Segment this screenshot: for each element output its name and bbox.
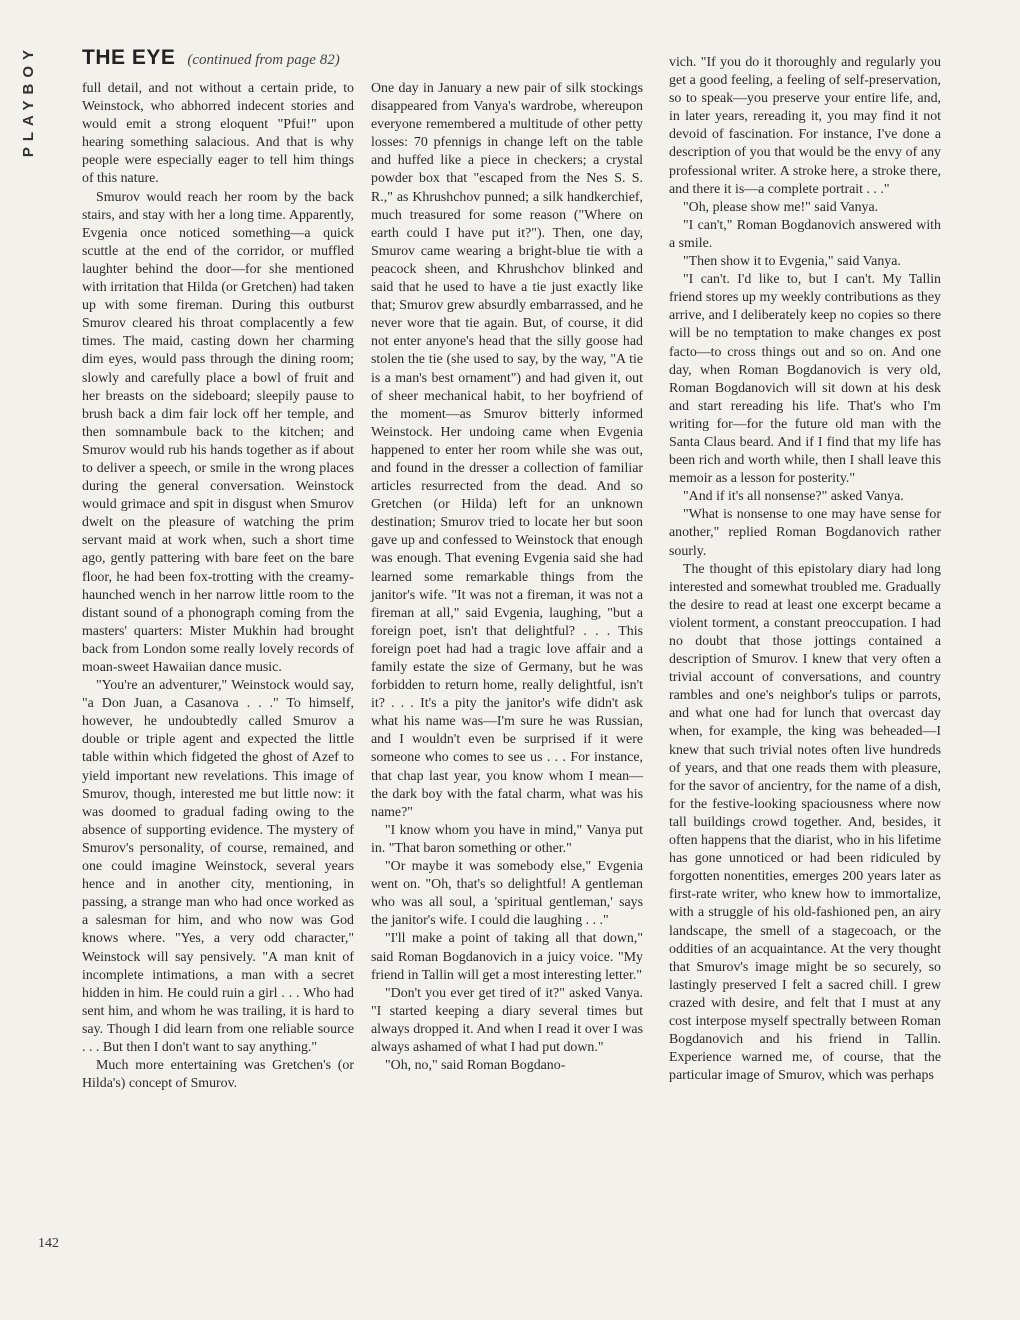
text-column-2	[371, 80, 643, 1075]
page-number: 142	[38, 1236, 59, 1251]
paragraph: One day in January a new pair of silk stockings disappeared from Vanya's wardrobe, whereupon everyone remembered a multitude of other petty losses: 70 pfennigs in change left on the table and huffed like a piece in checkers; a crystal powder box that "escaped from the Nes S. S. R.," as Khrushchov punned; a silk handkerchief, much treasured for some reason ("Where on earth could I have put it?"). Then, one day, Smurov came wearing a bright-blue tie with a peacock sheen, and Khrushchov blinked and said that he used to have a tie just exactly like that; Smurov grew absurdly embarrassed, and he never wore that tie again. But, of course, it did not enter anyone's head that the silly goose had stolen the tie (she used to say, by the way, "A tie is a man's best ornament") and had given it, out of sheer mechanical habit, to her boyfriend of the moment—as Smurov bitterly informed Weinstock. Her undoing came when Evgenia happened to enter her room while she was out, and found in the dresser a collection of familiar articles resurrected from the dead. And so Gretchen (or Hilda) left for an unknown destination; Smurov tried to locate her but soon gave up and confessed to Weinstock that enough was enough. That evening Evgenia said she had learned some remarkable things from the janitor's wife. "It was not a fireman, it was not a fireman at all," said Evgenia, laughing, "but a foreign poet, isn't that delightful? . . . This foreign poet had had a tragic love affair and a family estate the size of Germany, but he was forbidden to return home, really delightful, isn't it? . . . It's a pity the janitor's wife didn't ask what his name was—I'm sure he was Russian, and I wouldn't even be surprised if it were someone who comes to see us . . . For instance, that chap last year, you know whom I mean—the dark boy with the fatal charm, what was his name?"	[371, 81, 643, 820]
paragraph: "I can't," Roman Bogdanovich answered with a smile.	[669, 217, 941, 251]
text-column-3	[669, 54, 941, 1085]
paragraph: "Oh, no," said Roman Bogdano-	[385, 1058, 566, 1074]
paragraph: "I can't. I'd like to, but I can't. My Tallin friend stores up my weekly contributions as they arrive, and I deliberately keep no copies so there will be no temptation to make changes ex post facto—to cross things out and so on. And one day, when Roman Bogdanovich is very old, Roman Bogdanovich will sit down at his desk and start rereading his life. That's who I'm writing for—for the future old man with the Santa Claus beard. And if I find that my life has been rich and worth while, then I shall leave this memoir as a lesson for posterity."	[669, 272, 941, 487]
paragraph: full detail, and not without a certain pride, to Weinstock, who abhorred indecent stories and would emit a strong eloquent "Pfui!" upon hearing something salacious. And that is why people were especially eager to tell him things of this nature.	[82, 81, 354, 187]
continued-note: (continued from page 82)	[187, 52, 340, 68]
page-header	[82, 46, 642, 70]
paragraph: "Don't you ever get tired of it?" asked Vanya. "I started keeping a diary several times but always dropped it. And when I read it over I was always ashamed of what I had put down."	[371, 985, 643, 1055]
paragraph: "I know whom you have in mind," Vanya put in. "That baron something or other."	[371, 822, 643, 856]
paragraph: "You're an adventurer," Weinstock would say, "a Don Juan, a Casanova . . ." To himself, however, he undoubtedly called Smurov a double or triple agent and expected the little table within which fidgeted the ghost of Azef to yield important new revelations. This image of Smurov, though, interested me but little now: it was doomed to gradual fading owing to the absence of supporting evidence. The mystery of Smurov's personality, of course, remained, and one could imagine Weinstock, several years hence and in another city, mentioning, in passing, a strange man who had once worked as a salesman for him, and who now was God knows where. "Yes, a very odd character," Weinstock will say pensively. "A man knit of incomplete intimations, a man with a secret hidden in him. He could ruin a girl . . . Who had sent him, and whom he was trailing, it is hard to say. Though I did learn from one reliable source . . . But then I don't want to say anything."	[82, 678, 354, 1055]
paragraph: "I'll make a point of taking all that down," said Roman Bogdanovich in a juicy voice. "My friend in Tallin will get a most interesting letter."	[371, 931, 643, 983]
paragraph: Much more entertaining was Gretchen's (or Hilda's) concept of Smurov.	[82, 1058, 354, 1092]
paragraph: Smurov would reach her room by the back stairs, and stay with her a long time. Apparently, Evgenia once noticed something—a quick scuttle at the end of the corridor, or muffled laughter behind the door—for she mentioned with irritation that Hilda (or Gretchen) had taken up with some fireman. During this outburst Smurov cleared his throat complacently a few times. The maid, casting down her charming dim eyes, would pass through the dining room; slowly and carefully place a bowl of fruit and her breasts on the sideboard; sleepily pause to brush back a dim fair lock off her temple, and then somnambule back to the kitchen; and Smurov would rub his hands together as if about to deliver a speech, or smile in the wrong places during the general conversation. Weinstock would grimace and spit in disgust when Smurov dwelt on the pleasure of watching the prim servant maid at work when, such a short time ago, gently pattering with bare feet on the bare floor, he had been fox-trotting with the creamy-haunched wench in her narrow little room to the distant sound of a phonograph coming from the masters' quarters: Mister Mukhin had brought back from London some really lovely records of moan-sweet Hawaiian dance music.	[82, 189, 354, 675]
text-column-1	[82, 80, 354, 1093]
paragraph: "And if it's all nonsense?" asked Vanya.	[683, 489, 904, 505]
paragraph: "Then show it to Evgenia," said Vanya.	[683, 254, 901, 270]
paragraph: vich. "If you do it thoroughly and regularly you get a good feeling, a feeling of self-preservation, so to speak—you preserve your entire life, and, in later years, rereading it, you may find it not devoid of fascination. For instance, I've done a description of you that would be the envy of any professional writer. A stroke here, a stroke there, and there it is—a complete portrait . . ."	[669, 55, 941, 197]
paragraph: The thought of this epistolary diary had long interested and somewhat troubled me. Gradually the desire to read at least one excerpt became a violent torment, a constant preoccupation. I had no doubt that those jottings contained a description of Smurov. I knew that very often a trivial account of conversations, and country rambles and one's neighbor's tulips or parrots, and what one had for lunch that overcast day when, for example, the king was beheaded—I knew that such trivial notes often live hundreds of years, and that one reads them with pleasure, for the savor of ancientry, for the name of a dish, for the festive-looking spaciousness where now tall buildings crowd together. And, besides, it often happens that the diarist, who in his lifetime has gone unnoticed or had been ridiculed by forgotten nonentities, emerges 200 years later as first-rate writer, who knew how to immortalize, with a struggle of his old-fashioned pen, an airy landscape, the smell of a stagecoach, or the oddities of an acquaintance. At the very thought that Smurov's image might be so securely, so lastingly preserved I felt a sacred chill. I grew crazed with desire, and felt that I must at any cost interpose myself spectrally between Roman Bogdanovich and his friend in Tallin. Experience warned me, of course, that the particular image of Smurov, which was perhaps	[669, 561, 941, 1084]
magazine-name: PLAYBOY	[20, 44, 37, 158]
story-title: THE EYE	[82, 46, 176, 69]
paragraph: "What is nonsense to one may have sense for another," replied Roman Bogdanovich rather sourly.	[669, 507, 941, 559]
paragraph: "Oh, please show me!" said Vanya.	[683, 199, 879, 215]
paragraph: "Or maybe it was somebody else," Evgenia went on. "Oh, that's so delightful! A gentleman who was all soul, a 'spiritual gentleman,' says the janitor's wife. I could die laughing . . ."	[371, 859, 643, 929]
